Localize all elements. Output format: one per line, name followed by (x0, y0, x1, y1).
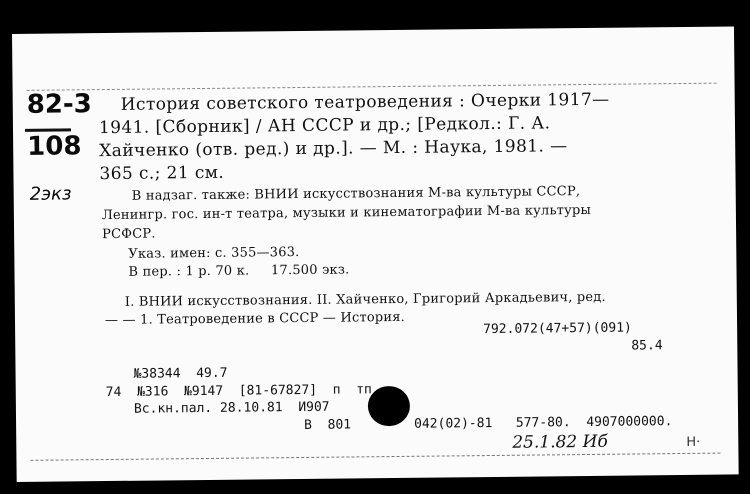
notes-line-1: В надзаг. также: ВНИИ искусствознания М-ва культуры СССР, (131, 184, 581, 204)
print-line-1: 74 №316 №9147 [81-67827] п тп (105, 382, 372, 401)
title-line-1: История советского театроведения : Очерки 1917— (120, 89, 610, 115)
title-line-4: 365 с.; 21 см. (99, 162, 225, 185)
punch-hole (368, 386, 410, 426)
call-number-top: 82-3 (26, 89, 92, 120)
handwritten-copies-mark: 2экз (29, 183, 72, 205)
price-note: В пер. : 1 р. 70 к. 17.500 экз. (128, 262, 350, 280)
card-bottom-rule (30, 453, 720, 461)
print-line-3-continuation: 042(02)-81 577-80. 4907000000. (414, 414, 673, 432)
order-line: №38344 49.7 (133, 365, 228, 382)
handwritten-date-signature: 25.1.82 Иб (512, 431, 608, 453)
notes-line-2: Ленингр. гос. ин-т театра, музыки и кинематографии М-ва культуры (101, 202, 592, 224)
print-line-3: В 801 (304, 417, 352, 433)
title-line-3: Хайченко (отв. ред.) и др.]. — М. : Наука, 1981. — (99, 136, 568, 162)
card-top-rule (27, 83, 717, 91)
catalog-card (12, 26, 739, 482)
classification-udc: 792.072(47+57)(091) (483, 320, 632, 338)
tracings-line-2: — — 1. Театроведение в СССР — История. (104, 309, 406, 329)
print-line-2: Вс.кн.пал. 28.10.81 И907 (133, 399, 330, 417)
call-number-bottom: 108 (27, 131, 82, 162)
corner-scribble: Н· (686, 434, 701, 450)
title-line-2: 1941. [Сборник] / АН СССР и др.; [Редкол.: Г. А. (98, 113, 551, 139)
notes-line-3: РСФСР. (102, 226, 156, 243)
tracings-line-1: I. ВНИИ искусствознания. II. Хайченко, Григорий Аркадьевич, ред. (124, 289, 606, 310)
index-note: Указ. имен: с. 355—363. (128, 245, 300, 262)
classification-bbk: 85.4 (631, 338, 663, 354)
